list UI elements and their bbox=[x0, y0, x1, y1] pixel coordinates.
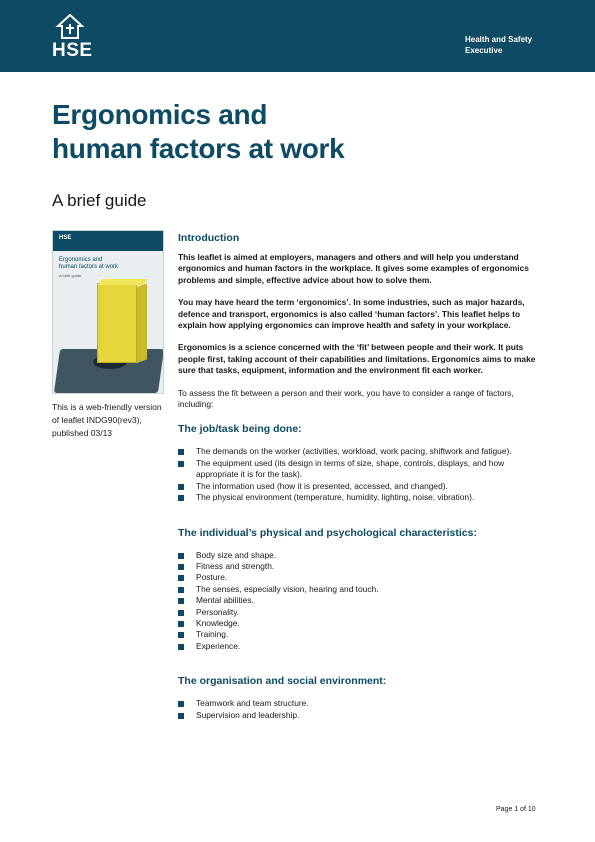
list-item-text: The senses, especially vision, hearing and touch. bbox=[196, 583, 379, 594]
header-band bbox=[0, 0, 595, 72]
list-item bbox=[178, 618, 543, 629]
list-item bbox=[178, 561, 543, 572]
list-item bbox=[178, 572, 543, 583]
title-line-1: Ergonomics and bbox=[52, 99, 268, 130]
page-subtitle: A brief guide bbox=[52, 191, 147, 210]
introduction-heading: Introduction bbox=[178, 232, 240, 244]
bullet-square-icon bbox=[178, 701, 184, 707]
thumb-yellow-block bbox=[97, 283, 137, 363]
organisation-line-1: Health and Safety bbox=[465, 35, 533, 44]
organisation-name bbox=[465, 34, 575, 56]
list-item bbox=[178, 458, 543, 481]
thumb-block-side bbox=[137, 283, 147, 363]
list-item bbox=[178, 710, 543, 721]
list-item-text: Fitness and strength. bbox=[196, 560, 275, 571]
individual-list bbox=[178, 550, 543, 653]
list-item-text: Teamwork and team structure. bbox=[196, 698, 309, 709]
intro-paragraph-2: You may have heard the term ‘ergonomics’. In some industries, such as major hazards, defence and transport, ergonomics is also called ‘human factors’. This leaflet helps to explain how applying ergonomics can improve health and safety in your workplace. bbox=[178, 297, 525, 331]
thumb-title-line-2: human factors at work bbox=[59, 264, 119, 270]
bullet-square-icon bbox=[178, 644, 184, 650]
caption-line-2: of leaflet INDG90(rev3), bbox=[52, 415, 142, 425]
list-item-text: Personality. bbox=[196, 606, 240, 617]
list-item-text: Mental abilities. bbox=[196, 595, 254, 606]
bullet-square-icon bbox=[178, 564, 184, 570]
cover-caption bbox=[52, 401, 172, 440]
intro-paragraph-3: Ergonomics is a science concerned with the ‘fit’ between people and their work. It puts people first, taking account of their capabilities and limitations. Ergonomics aims to make sure that tasks, equipment, information and the environment fit each worker. bbox=[178, 342, 536, 376]
list-item-text: The information used (how it is presented, accessed, and changed). bbox=[196, 480, 448, 491]
page-number: Page 1 of 10 bbox=[496, 806, 536, 813]
list-item bbox=[178, 492, 543, 503]
list-item-text: Body size and shape. bbox=[196, 549, 277, 560]
thumb-title bbox=[59, 257, 159, 271]
list-item-text: The physical environment (temperature, humidity, lighting, noise, vibration). bbox=[196, 492, 475, 503]
list-item-text: The equipment used (its design in terms of size, shape, controls, displays, and how appropriate it is for the task). bbox=[196, 457, 505, 480]
cover-thumbnail bbox=[52, 230, 164, 394]
list-item bbox=[178, 584, 543, 595]
caption-line-3: published 03/13 bbox=[52, 428, 113, 438]
list-item-text: Experience. bbox=[196, 640, 241, 651]
bullet-square-icon bbox=[178, 713, 184, 719]
main-content bbox=[178, 231, 543, 721]
thumb-block-top bbox=[97, 279, 148, 285]
intro-paragraph-1: This leaflet is aimed at employers, managers and others and will help you understand ergonomics and human factors in the workplace. It gives some examples of ergonomics problems and simple, effective advice about how to solve them. bbox=[178, 252, 529, 285]
title-line-2: human factors at work bbox=[52, 133, 345, 164]
bullet-square-icon bbox=[178, 587, 184, 593]
intro-paragraph-4: To assess the fit between a person and their work, you have to consider a range of factors, including: bbox=[178, 387, 514, 410]
list-item bbox=[178, 481, 543, 492]
thumb-title-line-1: Ergonomics and bbox=[59, 257, 103, 263]
list-item bbox=[178, 595, 543, 606]
bullet-square-icon bbox=[178, 461, 184, 467]
bullet-square-icon bbox=[178, 598, 184, 604]
caption-line-1: This is a web-friendly version bbox=[52, 402, 162, 412]
organisation-heading: The organisation and social environment: bbox=[178, 675, 387, 688]
bullet-square-icon bbox=[178, 632, 184, 638]
bullet-square-icon bbox=[178, 575, 184, 581]
thumb-logo: HSE bbox=[59, 235, 72, 241]
bullet-square-icon bbox=[178, 495, 184, 501]
bullet-square-icon bbox=[178, 610, 184, 616]
list-item bbox=[178, 629, 543, 640]
page-title bbox=[52, 98, 552, 166]
list-item-text: Supervision and leadership. bbox=[196, 709, 300, 720]
list-item-text: The demands on the worker (activities, workload, work pacing, shiftwork and fatigue). bbox=[196, 446, 512, 457]
organisation-line-2: Executive bbox=[465, 46, 503, 55]
thumb-subtitle: A brief guide bbox=[59, 273, 82, 278]
list-item-text: Knowledge. bbox=[196, 617, 240, 628]
hse-logo-text: HSE bbox=[52, 40, 93, 61]
bullet-square-icon bbox=[178, 621, 184, 627]
organisation-list bbox=[178, 698, 543, 721]
bullet-square-icon bbox=[178, 449, 184, 455]
list-item bbox=[178, 446, 543, 457]
thumb-header-band bbox=[53, 231, 163, 251]
list-item bbox=[178, 550, 543, 561]
list-item-text: Training. bbox=[196, 629, 229, 640]
job-task-list bbox=[178, 446, 543, 503]
job-task-heading: The job/task being done: bbox=[178, 423, 302, 436]
list-item-text: Posture. bbox=[196, 572, 228, 583]
individual-heading: The individual’s physical and psychological characteristics: bbox=[178, 526, 477, 539]
bullet-square-icon bbox=[178, 553, 184, 559]
list-item bbox=[178, 641, 543, 652]
bullet-square-icon bbox=[178, 484, 184, 490]
list-item bbox=[178, 698, 543, 709]
list-item bbox=[178, 607, 543, 618]
